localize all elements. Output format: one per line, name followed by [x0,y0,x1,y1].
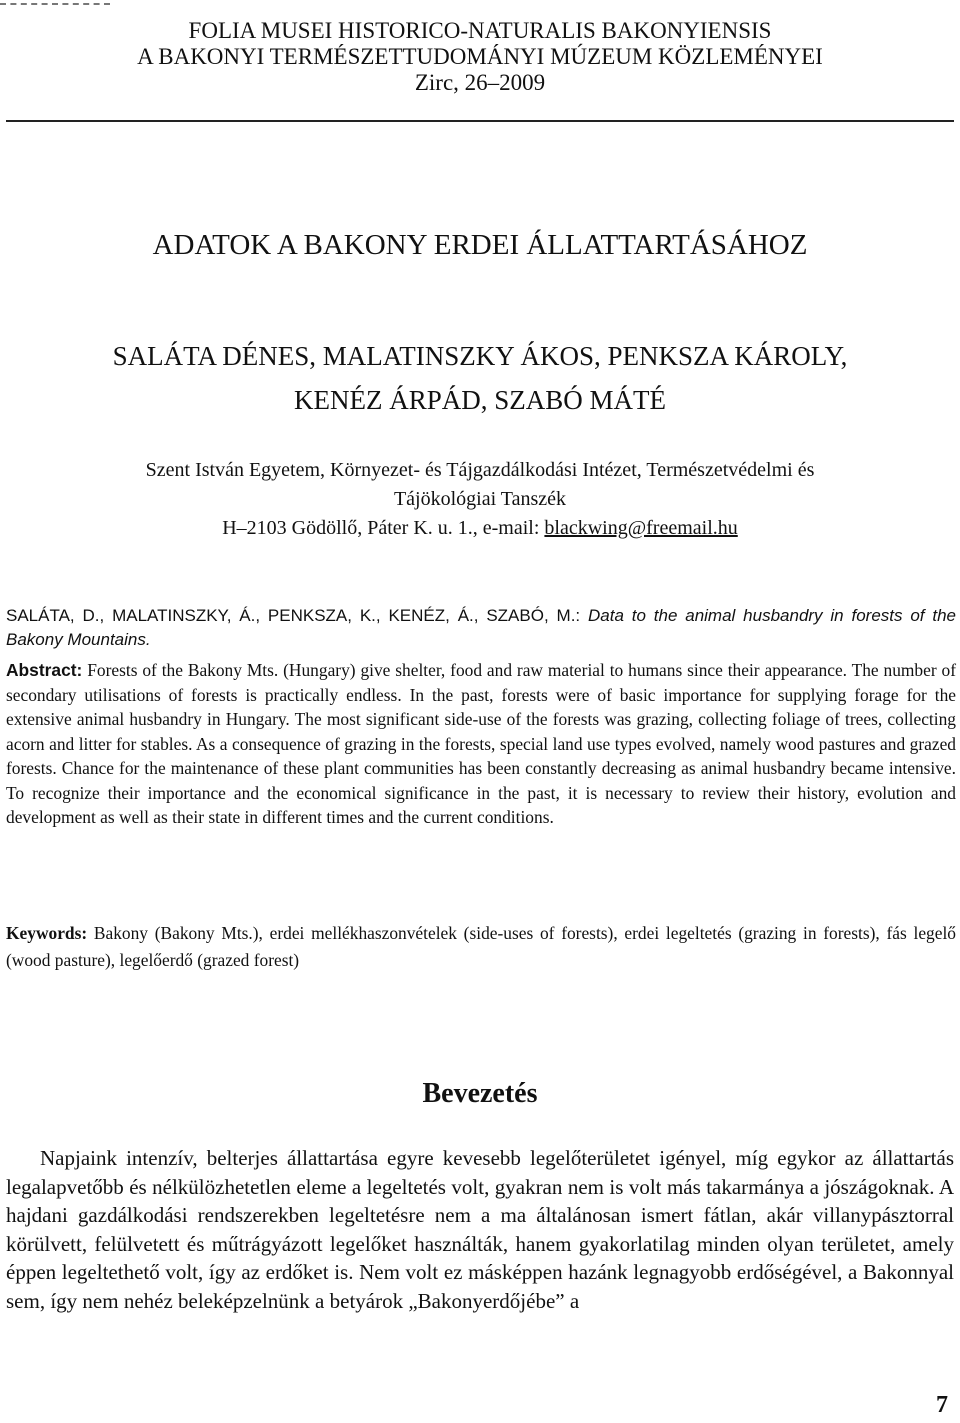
section-heading: Bevezetés [422,1078,538,1109]
page-number: 7 [936,1392,948,1418]
author-affiliation [0,456,960,543]
email-link[interactable]: blackwing@freemail.hu [544,517,738,539]
keywords-text: Bakony (Bakony Mts.), erdei mellékhaszonvételek (side-uses of forests), erdei legeltetés (grazing in forests), fás legelő (wood pasture), legelőerdő (grazed forest) [6,923,956,970]
citation-authors: SALÁTA, D., MALATINSZKY, Á., PENKSZA, K., KENÉZ, Á., SZABÓ, M.: [6,606,588,625]
keywords-label: Keywords: [6,923,88,943]
keywords [6,920,956,974]
address-text: H–2103 Gödöllő, Páter K. u. 1., e-mail: [222,517,545,539]
affiliation-address [0,514,960,543]
header-rule [6,120,954,122]
journal-header [0,18,960,96]
scan-edge-mark [0,3,110,5]
journal-name-hungarian: A BAKONYI TERMÉSZETTUDOMÁNYI MÚZEUM KÖZLEMÉNYEI [137,44,823,69]
affiliation-line-1: Szent István Egyetem, Környezet- és Tájgazdálkodási Intézet, Természetvédelmi és [145,459,815,481]
journal-place-year: Zirc, 26–2009 [414,70,546,95]
authors-line-2: KENÉZ ÁRPÁD, SZABÓ MÁTÉ [293,385,666,415]
authors-line-1: SALÁTA DÉNES, MALATINSZKY ÁKOS, PENKSZA KÁROLY, [112,341,848,371]
abstract-label: Abstract: [6,660,83,680]
abstract [6,658,956,830]
affiliation-line-2: Tájökológiai Tanszék [393,488,567,510]
article-authors [0,334,960,422]
article-title: ADATOK A BAKONY ERDEI ÁLLATTARTÁSÁHOZ [152,229,808,261]
body-paragraph: Napjaink intenzív, belterjes állattartása egyre kevesebb legelőterületet igényel, míg egykor az állattartás legalapvetőbb és nélkülözhetetlen eleme a legeltetés volt, gyakran nem is volt más takarmánya a jószágoknak. A hajdani gazdálkodási rendszerekben legeltetésre nem a ma általánosan ismert fátlan, akár villanypásztorral körülvett, felülvetett és műtrágyázott legelőket használták, hanem gyakorlatilag minden olyan területet, amely éppen legeltethető volt, így az erdőket is. Nem volt ez másképpen hazánk legnagyobb erdőségével, a Bakonnyal sem, így nem nehéz beleképzelnünk a betyárok „Bakonyerdőjébe” a [6,1146,954,1313]
journal-name-latin: FOLIA MUSEI HISTORICO-NATURALIS BAKONYIENSIS [188,18,772,43]
english-citation [6,604,956,652]
abstract-text: Forests of the Bakony Mts. (Hungary) give shelter, food and raw material to humans since their appearance. The number of secondary utilisations of forests is practically endless. In the past, forests were of basic importance for supplying forage for the extensive animal husbandry in Hungary. The most significant side-use of the forests was grazing, collecting foliage of trees, collecting acorn and litter for stables. As a consequence of grazing in the forests, special land use types evolved, namely wood pastures and grazed forests. Chance for the maintenance of these plant communities has been constantly decreasing as animal husbandry became intensive. To recognize their importance and the economical significance in the past, it is necessary to review their history, evolution and development as well as their state in different times and the current conditions. [6,660,956,827]
citation-title: Data to the animal husbandry in forests of the Bakony Mountains. [6,606,957,649]
